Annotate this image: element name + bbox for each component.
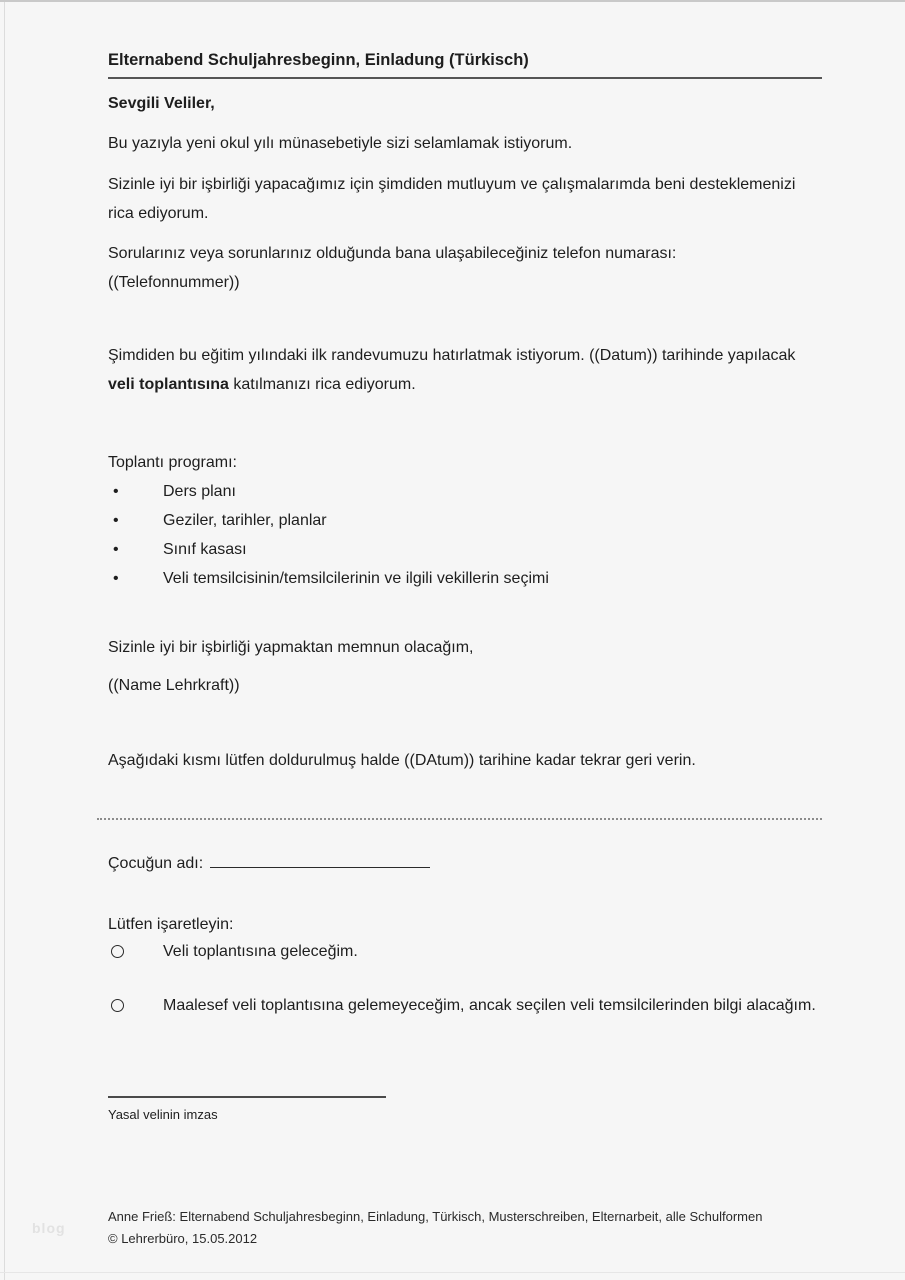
cooperation-paragraph: Sizinle iyi bir işbirliği yapacağımız için şimdiden mutluyum ve çalışmalarımda beni desteklemenizi rica ediyorum. — [108, 176, 796, 222]
phone-paragraph — [108, 239, 822, 297]
option-decline-label: Maalesef veli toplantısına gelemeyeceğim, ancak seçilen veli temsilcilerinden bilgi alacağım. — [163, 997, 816, 1014]
closing-paragraph: Sizinle iyi bir işbirliği yapmaktan memnun olacağım, — [108, 639, 474, 656]
child-name-row — [108, 849, 822, 878]
salutation: Sevgili Veliler, — [108, 95, 215, 112]
teacher-name-placeholder: ((Name Lehrkraft)) — [108, 677, 240, 694]
signature-blank-line — [108, 1096, 386, 1098]
footer-copyright-line: © Lehrerbüro, 15.05.2012 — [108, 1230, 258, 1246]
agenda-item — [108, 477, 822, 506]
phone-placeholder: ((Telefonnummer)) — [108, 274, 240, 291]
agenda-heading: Toplantı programı: — [108, 454, 237, 471]
option-attend-label: Veli toplantısına geleceğim. — [163, 943, 358, 960]
agenda-item — [108, 506, 822, 535]
footer-credit-line: Anne Frieß: Elternabend Schuljahresbeginn, Einladung, Türkisch, Musterschreiben, Elternarbeit, alle Schulformen — [108, 1209, 763, 1224]
footer — [108, 1206, 822, 1249]
page-left-border — [4, 2, 5, 1280]
bullet-icon: • — [113, 483, 119, 500]
reminder-bold-phrase: veli toplantısına — [108, 376, 229, 393]
agenda-item-label: Sınıf kasası — [163, 541, 247, 558]
child-name-blank-line — [210, 852, 430, 868]
bullet-icon: • — [113, 541, 119, 558]
agenda-item — [108, 535, 822, 564]
agenda-item-label: Veli temsilcisinin/temsilcilerinin ve ilgili vekillerin seçimi — [163, 570, 549, 587]
radio-circle-icon — [111, 945, 124, 958]
radio-circle-icon — [111, 999, 124, 1012]
document-title: Elternabend Schuljahresbeginn, Einladung (Türkisch) — [108, 50, 822, 79]
option-attend-row — [108, 937, 822, 966]
reminder-text-after: katılmanızı rica ediyorum. — [228, 376, 416, 393]
page-bottom-border — [0, 1272, 905, 1273]
intro-paragraph: Bu yazıyla yeni okul yılı münasebetiyle sizi selamlamak istiyorum. — [108, 135, 573, 152]
signature-caption: Yasal velinin imzas — [108, 1107, 218, 1122]
reminder-paragraph — [108, 341, 822, 399]
mark-prompt: Lütfen işaretleyin: — [108, 916, 234, 933]
child-name-label: Çocuğun adı: — [108, 855, 204, 872]
option-decline-row — [108, 991, 822, 1020]
phone-line-1: Sorularınız veya sorunlarınız olduğunda bana ulaşabileceğiniz telefon numarası: — [108, 245, 677, 262]
bullet-icon: • — [113, 512, 119, 529]
return-note-paragraph: Aşağıdaki kısmı lütfen doldurulmuş halde ((DAtum)) tarihine kadar tekrar geri verin. — [108, 752, 696, 769]
reminder-text-before: Şimdiden bu eğitim yılındaki ilk randevumuzu hatırlatmak istiyorum. ((Datum)) tarihinde yapılacak — [108, 347, 796, 364]
bullet-icon: • — [113, 570, 119, 587]
agenda-item-label: Geziler, tarihler, planlar — [163, 512, 327, 529]
agenda-item — [108, 564, 822, 593]
agenda-list — [108, 477, 822, 593]
cut-here-dotted-line — [97, 818, 822, 820]
agenda-item-label: Ders planı — [163, 483, 236, 500]
page-top-border — [0, 0, 905, 2]
watermark-text: blog — [32, 1220, 66, 1236]
